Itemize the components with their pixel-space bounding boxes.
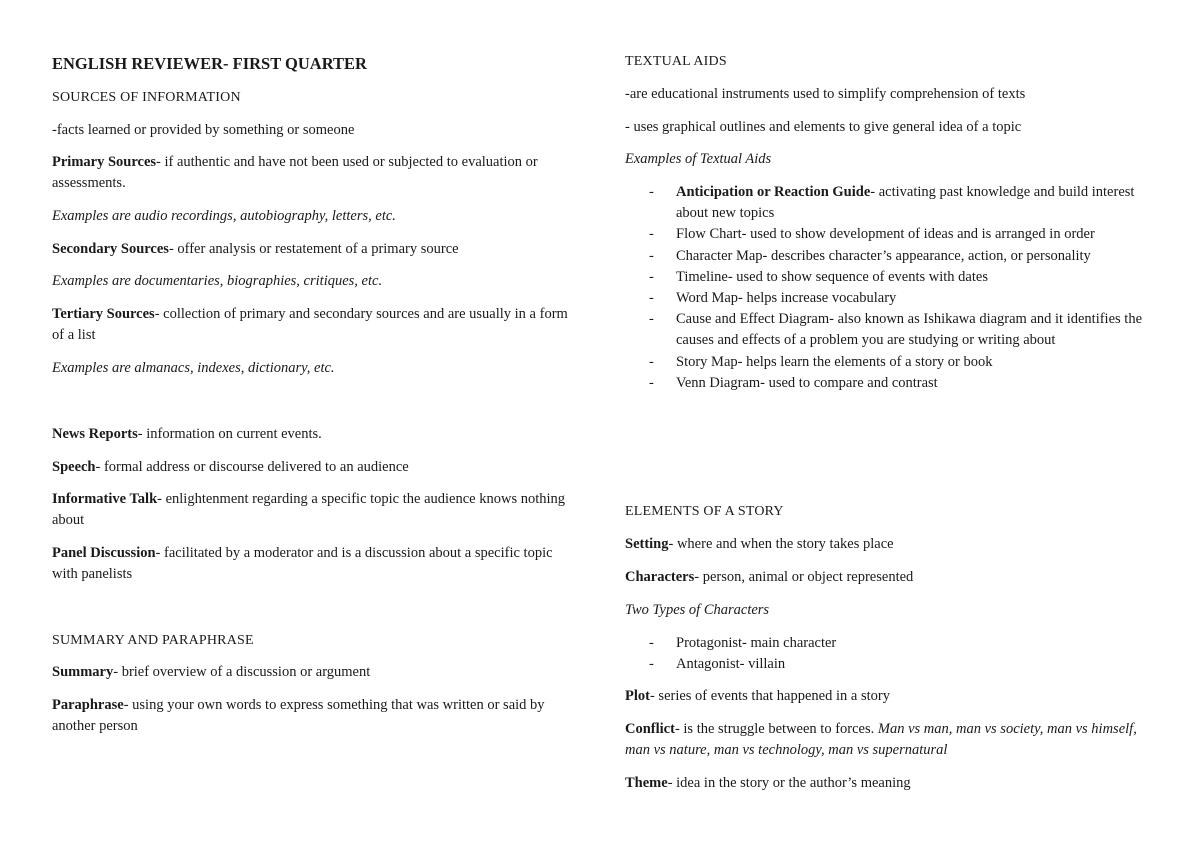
list-item [625,182,1145,224]
list-item: - Antagonist- villain [625,654,1145,675]
paraphrase-entry [52,695,572,737]
setting-def: - where and when the story takes place [668,536,894,552]
speech-def: - formal address or discourse delivered to an audience [95,459,409,475]
characters-term: Characters [625,569,695,585]
plot-term: Plot [625,688,650,704]
setting-term: Setting [625,536,669,552]
summary-entry [52,662,572,683]
paraphrase-def: - using your own words to express something that was written or said by another person [52,697,545,734]
textual-aids-examples-label: Examples of Textual Aids [625,151,772,167]
panel-discussion-def: - facilitated by a moderator and is a discussion about a specific topic with panelists [52,545,553,582]
news-reports-entry [52,424,572,445]
speech-term: Speech [52,459,96,475]
primary-sources-term: Primary Sources [52,154,157,170]
list-item [625,246,1145,267]
primary-examples: Examples are audio recordings, autobiography, letters, etc. [52,208,396,224]
aid-term: Anticipation or Reaction Guide [676,184,871,200]
news-reports-def: - information on current events. [137,426,322,442]
informative-talk-term: Informative Talk [52,491,158,507]
news-reports-term: News Reports [52,426,138,442]
aid-def: Flow Chart- used to show development of ideas and is arranged in order [676,226,1095,243]
list-item [625,373,1145,394]
plot-def: - series of events that happened in a story [649,688,890,704]
primary-sources-def: - if authentic and have not been used or subjected to evaluation or assessments. [52,154,538,191]
summary-term: Summary [52,664,114,680]
textual-aids-def-2: - uses graphical outlines and elements to give general idea of a topic [625,119,1022,135]
panel-discussion-term: Panel Discussion [52,545,156,561]
list-item [625,288,1145,309]
sources-definition: -facts learned or provided by something or someone [52,122,355,138]
speech-entry [52,457,572,478]
informative-talk-def: - enlightenment regarding a specific topic the audience knows nothing about [52,491,566,528]
tertiary-sources-term: Tertiary Sources [52,306,155,322]
aid-def: Character Map- describes character’s appearance, action, or personality [676,247,1091,264]
panel-discussion-entry [52,543,572,585]
summary-def: - brief overview of a discussion or argument [113,664,371,680]
theme-def: - idea in the story or the author’s meaning [667,775,911,791]
summary-heading: SUMMARY AND PARAPHRASE [52,633,254,648]
document-title: ENGLISH REVIEWER- FIRST QUARTER [52,54,367,73]
primary-sources-entry [52,152,572,194]
conflict-term: Conflict [625,721,675,737]
theme-term: Theme [625,775,668,791]
setting-entry [625,534,1145,555]
tertiary-sources-entry [52,304,572,346]
aid-def: Venn Diagram- used to compare and contrast [676,374,938,391]
aid-def: Cause and Effect Diagram- also known as Ishikawa diagram and it identifies the causes and effects of a problem you are studying or writing about [676,311,1143,349]
list-item [625,224,1145,245]
sources-heading: SOURCES OF INFORMATION [52,90,241,105]
list-item [625,309,1145,351]
characters-def: - person, animal or object represented [694,569,914,585]
textual-aids-list [625,182,1145,394]
plot-entry [625,686,1145,707]
secondary-sources-term: Secondary Sources [52,241,169,257]
conflict-examples: Man vs man, man vs society, man vs himself, man vs nature, man vs technology, man vs supernatural [625,721,1137,758]
list-item [625,352,1145,373]
aid-def: - activating past knowledge and build interest about new topics [676,184,1135,222]
aid-def: Story Map- helps learn the elements of a story or book [676,353,993,370]
aid-def: Timeline- used to show sequence of events with dates [676,268,988,285]
characters-entry [625,567,1145,588]
secondary-sources-entry [52,239,572,260]
secondary-examples: Examples are documentaries, biographies, critiques, etc. [52,273,383,289]
list-item [625,267,1145,288]
informative-talk-entry [52,489,572,531]
two-types-label: Two Types of Characters [625,602,770,618]
list-item: - Protagonist- main character [625,633,1145,654]
character-types-list [625,633,1145,675]
paraphrase-term: Paraphrase [52,697,124,713]
tertiary-examples: Examples are almanacs, indexes, dictionary, etc. [52,360,335,376]
theme-entry [625,773,1145,794]
textual-aids-def-1: -are educational instruments used to simplify comprehension of texts [625,86,1026,102]
textual-aids-heading: TEXTUAL AIDS [625,54,727,69]
secondary-sources-def: - offer analysis or restatement of a primary source [168,241,459,257]
elements-heading: ELEMENTS OF A STORY [625,504,784,519]
tertiary-sources-def: - collection of primary and secondary sources and are usually in a form of a list [52,306,568,343]
conflict-def: - is the struggle between to forces. [674,721,878,737]
aid-def: Word Map- helps increase vocabulary [676,290,897,307]
conflict-entry [625,719,1145,761]
